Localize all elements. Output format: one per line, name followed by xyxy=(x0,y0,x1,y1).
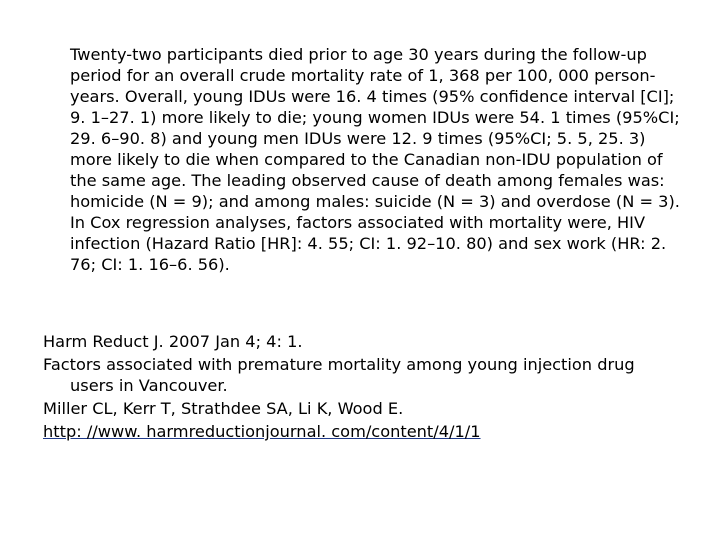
journal-reference: Harm Reduct J. 2007 Jan 4; 4: 1. xyxy=(43,332,303,351)
citation-block xyxy=(43,331,683,442)
author-list: Miller CL, Kerr T, Strathdee SA, Li K, Wood E. xyxy=(43,399,404,418)
url-line xyxy=(43,421,683,442)
article-title: Factors associated with premature mortality among young injection drug users in Vancouver. xyxy=(43,355,635,395)
abstract-paragraph: Twenty-two participants died prior to age 30 years during the follow-up period for an overall crude mortality rate of 1, 368 per 100, 000 person-years. Overall, young IDUs were 16. 4 times (95% confidence interval [CI]; 9. 1–27. 1) more likely to die; young women IDUs were 54. 1 times (95%CI; 29. 6–90. 8) and young men IDUs were 12. 9 times (95%CI; 5. 5, 25. 3) more likely to die when compared to the Canadian non-IDU population of the same age. The leading observed cause of death among females was: homicide (N = 9); and among males: suicide (N = 3) and overdose (N = 3). In Cox regression analyses, factors associated with mortality were, HIV infection (Hazard Ratio [HR]: 4. 55; CI: 1. 92–10. 80) and sex work (HR: 2. 76; CI: 1. 16–6. 56). xyxy=(70,45,680,274)
article-link[interactable]: http: //www. harmreductionjournal. com/content/4/1/1 xyxy=(43,422,481,441)
